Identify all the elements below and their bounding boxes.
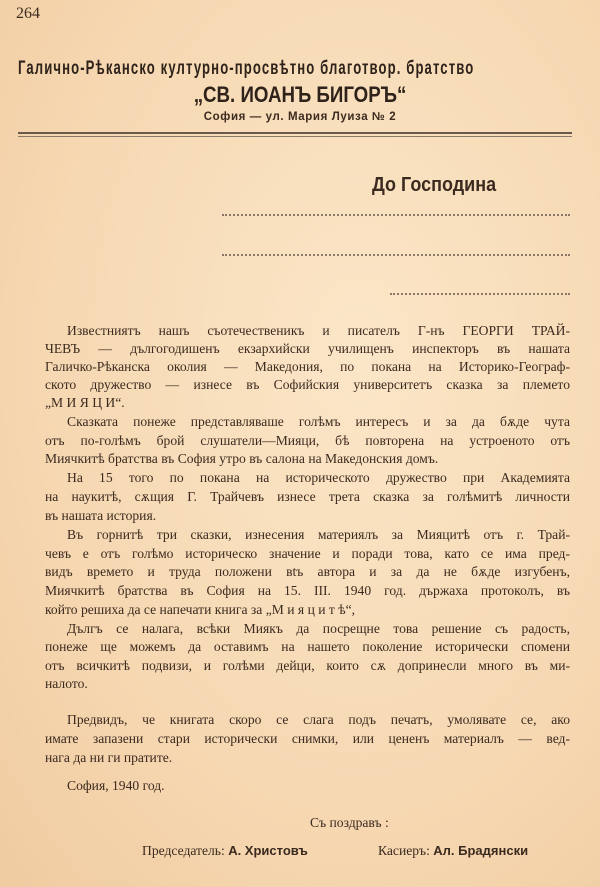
body-line: нага да ни ги пратите. — [45, 750, 173, 765]
header-rule — [18, 132, 572, 137]
body-line: Галичко-Рѣканска околия — Македония, по покана на Историко-Географ- — [45, 359, 570, 374]
signature-treasurer — [378, 843, 528, 859]
body-line: Дългъ се налага, всѣки Миякъ да посрещне това решение съ радость, — [67, 621, 570, 636]
greeting: Съ поздравъ : — [310, 815, 389, 830]
body-line: ското дружество — изнесе въ Софийския университетъ сказка за племето — [45, 377, 570, 392]
addressee-dotted-line — [390, 293, 570, 295]
body-line: Известниятъ нашъ съотечественикъ и писателъ Г-нъ ГЕОРГИ ТРАЙ- — [67, 323, 570, 338]
society-title: Галично-Рѣканско културно-просвѣтно благотвор. братство — [18, 58, 475, 79]
body-line: имате запазени стари исторически снимки, или цененъ материалъ — вед- — [45, 731, 570, 746]
body-line: на наукитѣ, сѫщия Г. Трайчевъ изнесе трета сказка за голѣмитѣ личности — [45, 489, 570, 504]
body-line: Миячкитѣ братства въ София утро въ салона на Македонския домъ. — [45, 451, 439, 466]
body-line: „М И Я Ц И“. — [45, 395, 125, 410]
body-line: налото. — [45, 676, 88, 691]
body-line: който решиха да се напечати книга за „М и я ц и т ѣ“, — [45, 602, 356, 617]
addressee-dotted-line — [222, 214, 570, 216]
society-address: София — ул. Мария Луиза № 2 — [203, 111, 397, 123]
treasurer-name: Ал. Брадянски — [433, 843, 529, 858]
treasurer-label: Касиеръ: — [378, 843, 430, 858]
chair-label: Председатель: — [142, 843, 225, 858]
body-line: понеже ще можемъ да оставимъ на нашето поколение исторически спомени — [45, 639, 570, 654]
body-line: ЧЕВЪ — дългогодишенъ екзархийски училищенъ инспекторъ въ нашата — [45, 341, 570, 356]
signature-chair — [142, 843, 308, 859]
addressee-dotted-line — [222, 254, 570, 256]
addressee-heading: До Господина — [372, 174, 497, 196]
place-date: София, 1940 год. — [67, 778, 165, 793]
page-number: 264 — [16, 5, 40, 22]
chair-name: А. Христовъ — [228, 843, 308, 858]
body-line: Миячкитѣ братства въ София на 15. III. 1940 год. държаха протоколъ, въ — [45, 583, 570, 598]
body-line: На 15 того по покана на историческото дружество при Академията — [67, 470, 570, 485]
body-line: Сказката понеже представляваше голѣмъ интересъ и за да бѫде чута — [67, 414, 570, 429]
body-line: Въ горнитѣ три сказки, изнесения материялъ за Мияцитѣ отъ г. Трай- — [67, 527, 570, 542]
body-line: Предвидъ, че книгата скоро се слага подъ печатъ, умолявате се, ако — [67, 712, 570, 727]
body-line: въ нашата история. — [45, 508, 157, 523]
body-line: видъ времето и труда положени вtъ автора и за да не бѫде изгубенъ, — [45, 564, 570, 579]
body-line: чевъ е отъ голѣмо историческо значение и поради това, като се има пред- — [45, 546, 570, 561]
body-line: отъ всичкитѣ подвизи, и голѣми дейци, които сѫ допринесли много въ ми- — [45, 658, 570, 673]
body-line: отъ по-голѣмъ брой слушатели—Мияци, бѣ повторена на устроеното отъ — [45, 433, 570, 448]
society-name: „СВ. ИОАНЪ БИГОРЪ“ — [193, 82, 407, 107]
